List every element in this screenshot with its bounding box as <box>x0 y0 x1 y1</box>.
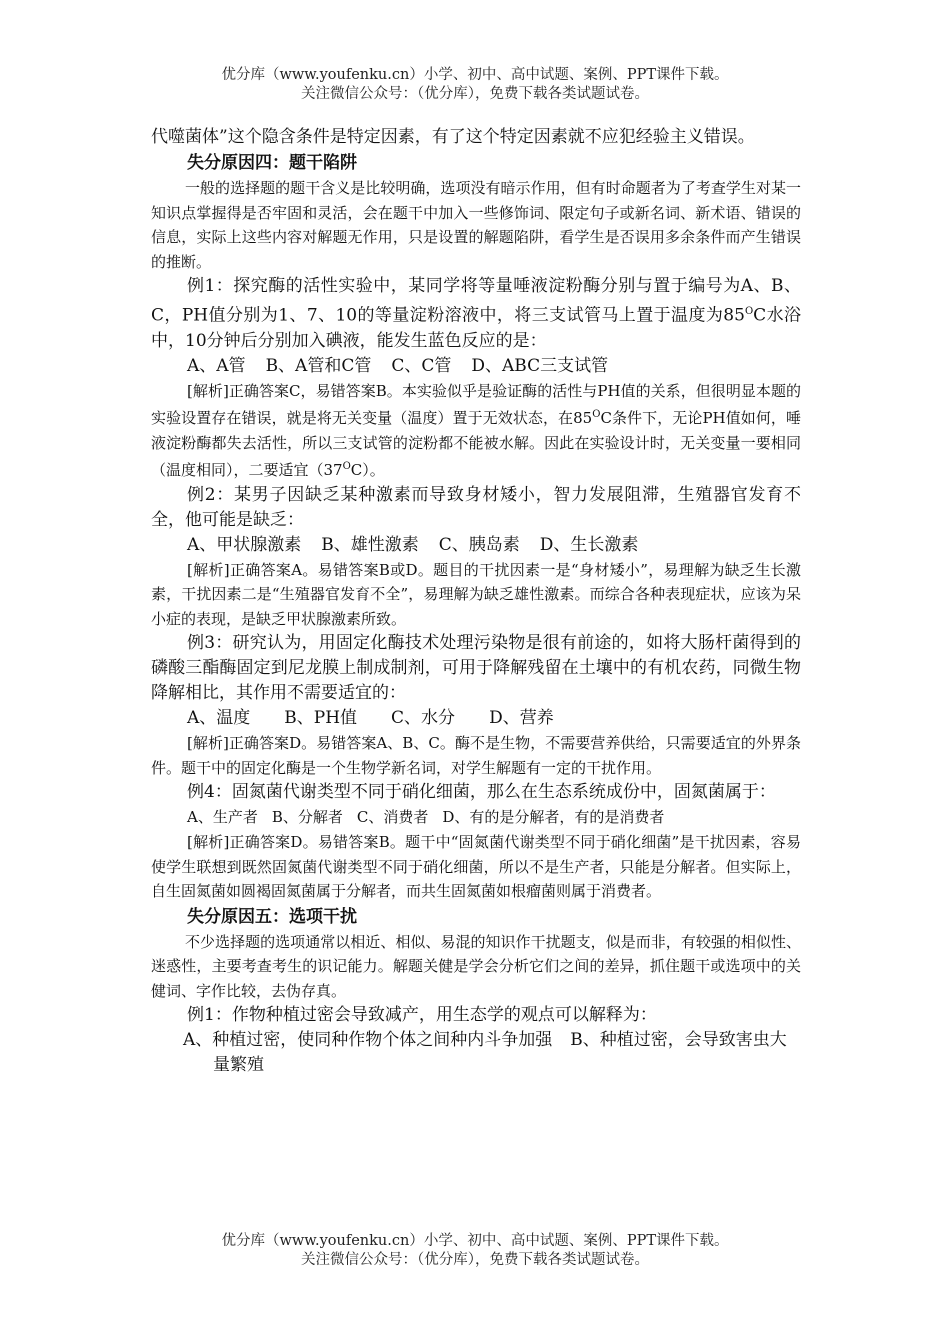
option-b: B、PH值 <box>284 708 358 729</box>
s4-ex2-question: 例2：某男子因缺乏某种激素而导致身材矮小，智力发展阻滞，生殖器官发育不全，他可能是缺乏： <box>151 484 801 530</box>
s4-ex1-options <box>151 354 801 379</box>
s5-ex1-question: 例1：作物种植过密会导致减产，用生态学的观点可以解释为： <box>187 1005 657 1026</box>
section4-description: 一般的选择题的题干含义是比较明确，选项没有暗示作用，但有时命题者为了考查学生对某一知识点掌握得是否牢固和灵活，会在题干中加入一些修饰词、限定句子或新名词、新术语、错误的信息，实际上这些内容对解题无作用，只是设置的解题陷阱，看学生是否误用多余条件而产生错误的推断。 <box>151 179 801 271</box>
s4-ex2-options <box>151 533 801 558</box>
option-d: D、生长激素 <box>539 534 639 555</box>
footer-line-1: 优分库（www.youfenku.cn）小学、初中、高中试题、案例、PPT课件下载。 <box>221 1233 729 1249</box>
s4-ex3-analysis: [解析]正确答案D。易错答案A、B、C。酶不是生物，不需要营养供给，只需要适宜的外界条件。题干中的固定化酶是一个生物学新名词，对学生解题有一定的干扰作用。 <box>151 734 801 777</box>
page-header <box>0 66 950 104</box>
option-a: A、甲状腺激素 <box>187 534 302 555</box>
option-b: B、雄性激素 <box>321 534 419 555</box>
header-line-1: 优分库（www.youfenku.cn）小学、初中、高中试题、案例、PPT课件下载。 <box>221 67 729 83</box>
section4-heading: 失分原因四：题干陷阱 <box>187 153 357 173</box>
s4-ex4-analysis: [解析]正确答案D。易错答案B。题干中“固氮菌代谢类型不同于硝化细菌”是干扰因素，容易使学生联想到既然固氮菌代谢类型不同于硝化细菌，所以不是生产者，只能是分解者。但实际上，自生固氮菌如圆褐固氮菌属于分解者，而共生固氮菌如根瘤菌则属于消费者。 <box>151 833 801 901</box>
header-line-2: 关注微信公众号：（优分库），免费下载各类试题试卷。 <box>301 86 649 102</box>
s4-ex1-question: 例1：探究酶的活性实验中，某同学将等量唾液淀粉酶分别与置于编号为A、B、C，PH值分别为1、7、10的等量淀粉溶液中，将三支试管马上置于温度为$85^OC$水浴中，10分钟后分别加入碘液，能发生蓝色反应的是： <box>151 276 801 351</box>
s4-ex4-question: 例4：固氮菌代谢类型不同于硝化细菌，那么在生态系统成份中，固氮菌属于： <box>187 782 776 803</box>
option-a: A、A管 <box>187 355 246 376</box>
option-c: C、C管 <box>391 355 452 376</box>
option-a: A、温度 <box>187 708 251 729</box>
option-d: D、有的是分解者，有的是消费者 <box>442 808 665 827</box>
option-c: C、水分 <box>391 708 456 729</box>
s4-ex4-options <box>151 805 801 830</box>
s5-ex1-options <box>151 1028 801 1078</box>
option-c: C、胰岛素 <box>438 534 520 555</box>
option-a: A、种植过密，使同种作物个体之间种内斗争加强 <box>183 1030 553 1051</box>
option-b: B、种植过密，会导致害虫大量繁殖 <box>213 1030 787 1076</box>
section5-description: 不少选择题的选项通常以相近、相似、易混的知识作干扰题支，似是而非，有较强的相似性、迷惑性，主要考查考生的识记能力。解题关健是学会分析它们之间的差异，抓住题干或选项中的关健词、字作比较，去伪存真。 <box>151 932 801 1000</box>
s4-ex3-question: 例3：研究认为，用固定化酶技术处理污染物是很有前途的，如将大肠杆菌得到的磷酸三酯酶固定到尼龙膜上制成制剂，可用于降解残留在土壤中的有机农药，同微生物降解相比，其作用不需要适宜的： <box>151 633 801 704</box>
document-body <box>151 125 801 1078</box>
option-b: B、分解者 <box>271 808 343 827</box>
option-d: D、ABC三支试管 <box>471 355 609 376</box>
section5-heading: 失分原因五：选项干扰 <box>187 906 357 927</box>
s4-ex3-options <box>151 706 801 731</box>
s4-ex1-analysis: [解析]正确答案C，易错答案B。本实验似乎是验证酶的活性与PH值的关系，但很明显本题的实验设置存在错误，就是将无关变量（温度）置于无效状态，在$85^OC$条件下，无论PH值如何，唾液淀粉酶都失去活性，所以三支试管的淀粉都不能被水解。因此在实验设计时，无关变量一要相同（温度相同），二要适宜$(37^OC)$。 <box>151 381 802 480</box>
footer-line-2: 关注微信公众号：（优分库），免费下载各类试题试卷。 <box>301 1252 649 1268</box>
page-footer <box>0 1232 950 1270</box>
option-a: A、生产者 <box>187 808 258 827</box>
intro-tail: 代噬菌体”这个隐含条件是特定因素，有了这个特定因素就不应犯经验主义错误。 <box>151 127 755 147</box>
option-b: B、A管和C管 <box>265 355 372 376</box>
option-d: D、营养 <box>489 708 554 729</box>
option-c: C、消费者 <box>356 808 429 827</box>
s4-ex2-analysis: [解析]正确答案A。易错答案B或D。题目的干扰因素一是“身材矮小”，易理解为缺乏生长激素，干扰因素二是“生殖器官发育不全”，易理解为缺乏雄性激素。而综合各种表现症状，应该为呆小症的表现，是缺乏甲状腺激素所致。 <box>151 560 801 628</box>
